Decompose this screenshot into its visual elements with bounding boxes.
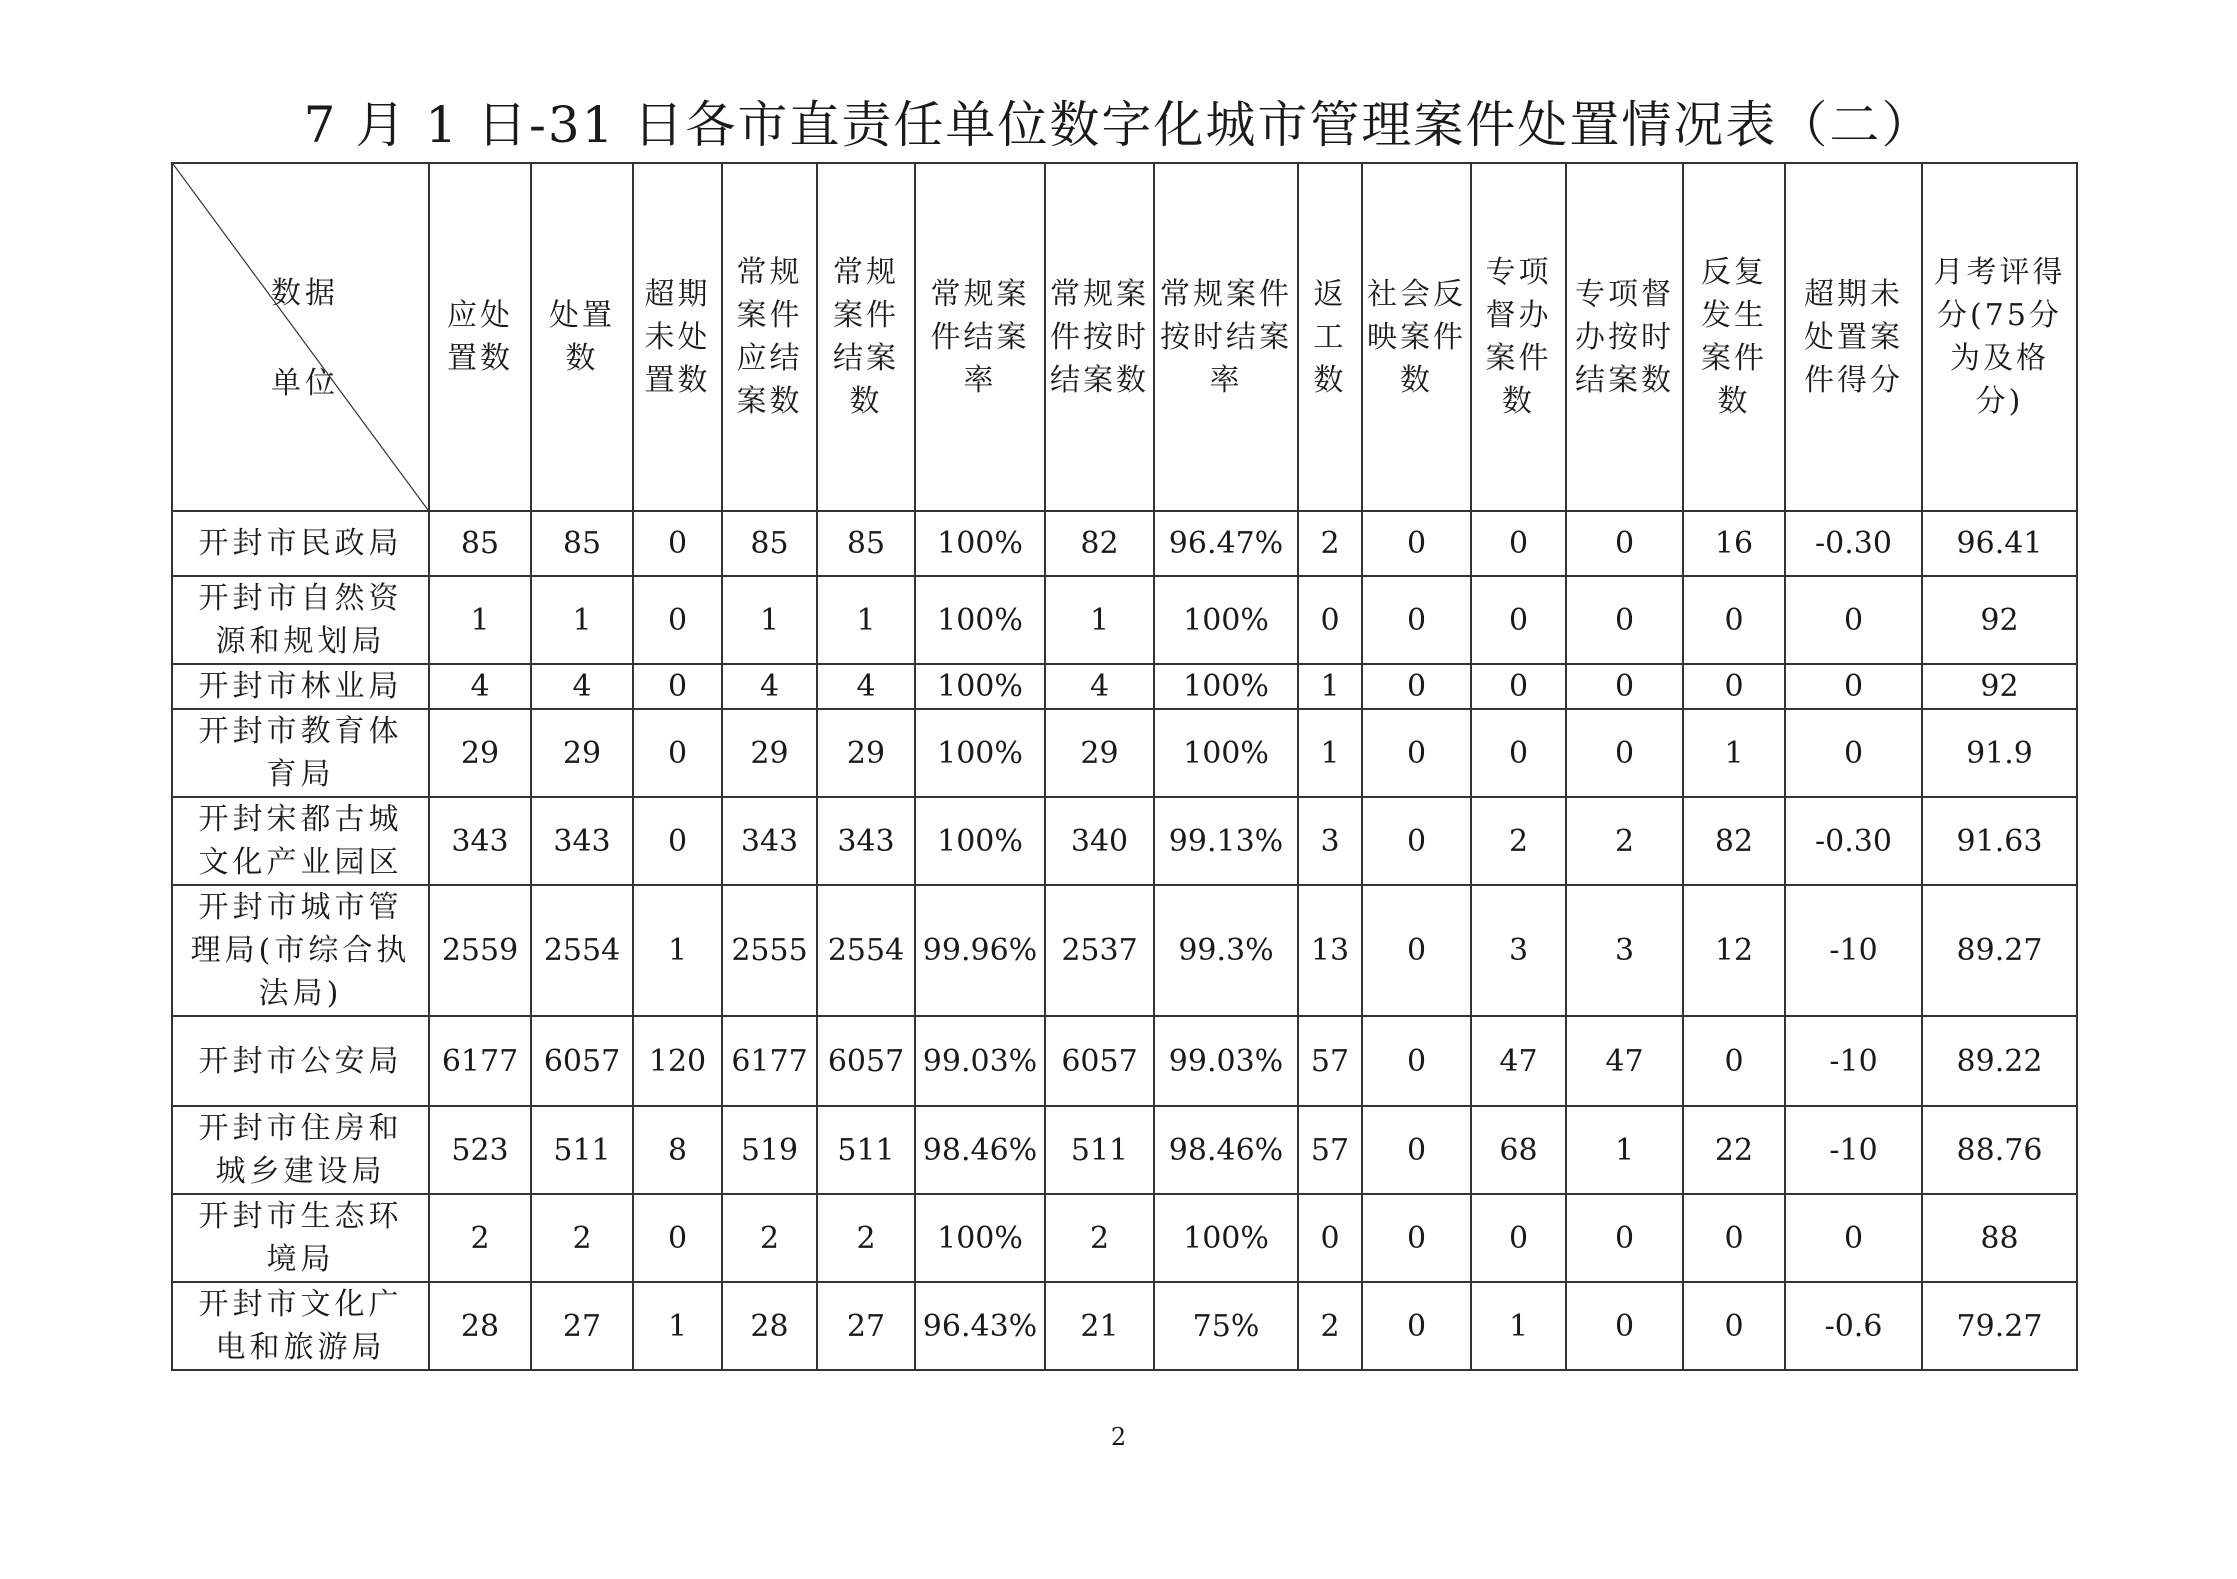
header-cell: 超期未处置数: [633, 163, 722, 511]
data-cell: 96.41: [1922, 511, 2077, 576]
data-cell: 29: [429, 709, 531, 797]
data-cell: 0: [633, 1194, 722, 1282]
data-cell: 91.9: [1922, 709, 2077, 797]
diagonal-line: [173, 164, 428, 510]
data-cell: 47: [1471, 1016, 1566, 1106]
data-cell: 100%: [915, 576, 1045, 664]
data-cell: 0: [1298, 576, 1362, 664]
header-cell: 应处置数: [429, 163, 531, 511]
data-cell: 2537: [1045, 885, 1154, 1016]
data-cell: 1: [1298, 664, 1362, 709]
data-cell: 0: [1683, 664, 1785, 709]
data-cell: 85: [817, 511, 915, 576]
data-cell: 85: [429, 511, 531, 576]
data-cell: 343: [722, 797, 817, 885]
data-cell: 340: [1045, 797, 1154, 885]
data-cell: 0: [1298, 1194, 1362, 1282]
data-cell: 0: [1683, 1016, 1785, 1106]
data-cell: 1: [1683, 709, 1785, 797]
data-cell: 1: [429, 576, 531, 664]
data-cell: 0: [1785, 1194, 1922, 1282]
data-cell: 4: [1045, 664, 1154, 709]
unit-cell: 开封市教育体育局: [172, 709, 429, 797]
data-cell: 99.03%: [915, 1016, 1045, 1106]
data-cell: 68: [1471, 1106, 1566, 1194]
header-cell: 常规案件结案率: [915, 163, 1045, 511]
data-cell: 1: [1298, 709, 1362, 797]
data-cell: 2555: [722, 885, 817, 1016]
data-cell: 0: [633, 576, 722, 664]
data-cell: 2559: [429, 885, 531, 1016]
corner-header-cell: [172, 163, 429, 511]
data-cell: 29: [817, 709, 915, 797]
data-cell: 99.3%: [1154, 885, 1298, 1016]
table-row: [172, 511, 2077, 576]
data-cell: 511: [817, 1106, 915, 1194]
header-cell: 常规案件应结案数: [722, 163, 817, 511]
data-cell: 28: [722, 1282, 817, 1370]
data-cell: 88: [1922, 1194, 2077, 1282]
data-cell: 16: [1683, 511, 1785, 576]
header-cell: 专项督办按时结案数: [1566, 163, 1683, 511]
data-cell: 0: [1362, 576, 1471, 664]
data-cell: 0: [1566, 576, 1683, 664]
data-cell: 0: [1566, 1194, 1683, 1282]
data-cell: 2: [1471, 797, 1566, 885]
header-cell: 返工数: [1298, 163, 1362, 511]
data-cell: 3: [1471, 885, 1566, 1016]
data-cell: 21: [1045, 1282, 1154, 1370]
data-cell: 519: [722, 1106, 817, 1194]
data-cell: -0.6: [1785, 1282, 1922, 1370]
data-cell: 523: [429, 1106, 531, 1194]
unit-cell: 开封市林业局: [172, 664, 429, 709]
data-cell: 100%: [915, 1194, 1045, 1282]
data-cell: 6057: [817, 1016, 915, 1106]
data-cell: 57: [1298, 1106, 1362, 1194]
data-cell: 100%: [1154, 1194, 1298, 1282]
data-cell: 0: [1471, 664, 1566, 709]
table-row: [172, 576, 2077, 664]
data-cell: 343: [817, 797, 915, 885]
unit-cell: 开封市住房和城乡建设局: [172, 1106, 429, 1194]
data-cell: 0: [1362, 1194, 1471, 1282]
data-cell: 6177: [429, 1016, 531, 1106]
table-row: [172, 709, 2077, 797]
data-cell: 100%: [1154, 576, 1298, 664]
data-cell: 1: [817, 576, 915, 664]
data-cell: 0: [1471, 1194, 1566, 1282]
data-cell: 100%: [915, 664, 1045, 709]
data-cell: 6057: [531, 1016, 633, 1106]
data-cell: 3: [1298, 797, 1362, 885]
header-cell: 常规案件按时结案率: [1154, 163, 1298, 511]
unit-cell: 开封市生态环境局: [172, 1194, 429, 1282]
data-cell: 0: [1683, 1282, 1785, 1370]
unit-cell: 开封市公安局: [172, 1016, 429, 1106]
data-cell: 1: [531, 576, 633, 664]
data-cell: 2: [1298, 1282, 1362, 1370]
data-cell: 92: [1922, 664, 2077, 709]
data-cell: 4: [429, 664, 531, 709]
data-cell: 99.13%: [1154, 797, 1298, 885]
data-cell: 12: [1683, 885, 1785, 1016]
corner-label-unit: 单位: [271, 366, 339, 401]
data-cell: 1: [1471, 1282, 1566, 1370]
data-cell: 343: [429, 797, 531, 885]
corner-label-data: 数据: [271, 276, 339, 311]
data-cell: 6177: [722, 1016, 817, 1106]
data-cell: 0: [1471, 709, 1566, 797]
data-cell: 0: [1362, 709, 1471, 797]
page-title: 7 月 1 日-31 日各市直责任单位数字化城市管理案件处置情况表（二）: [303, 96, 1934, 154]
table-row: [172, 1282, 2077, 1370]
data-cell: 3: [1566, 885, 1683, 1016]
data-cell: 0: [1362, 797, 1471, 885]
data-cell: 100%: [915, 511, 1045, 576]
data-cell: 1: [633, 885, 722, 1016]
header-cell: 专项督办案件数: [1471, 163, 1566, 511]
header-row: [172, 163, 2077, 511]
data-cell: 2: [722, 1194, 817, 1282]
data-cell: 47: [1566, 1016, 1683, 1106]
unit-cell: 开封市文化广电和旅游局: [172, 1282, 429, 1370]
page-number: 2: [1110, 1423, 1127, 1451]
data-cell: 28: [429, 1282, 531, 1370]
data-cell: 100%: [1154, 709, 1298, 797]
data-cell: 1: [722, 576, 817, 664]
data-cell: 0: [1566, 709, 1683, 797]
data-cell: 0: [633, 797, 722, 885]
data-cell: 4: [722, 664, 817, 709]
data-cell: 511: [531, 1106, 633, 1194]
unit-cell: 开封市城市管理局(市综合执法局): [172, 885, 429, 1016]
data-cell: 2: [429, 1194, 531, 1282]
data-cell: 0: [1566, 1282, 1683, 1370]
table-row: [172, 1194, 2077, 1282]
table-row: [172, 1106, 2077, 1194]
data-cell: 0: [1785, 709, 1922, 797]
data-cell: 79.27: [1922, 1282, 2077, 1370]
header-cell: 常规案件按时结案数: [1045, 163, 1154, 511]
data-cell: 27: [817, 1282, 915, 1370]
data-cell: 13: [1298, 885, 1362, 1016]
header-cell: 常规案件结案数: [817, 163, 915, 511]
table-row: [172, 664, 2077, 709]
data-cell: -0.30: [1785, 797, 1922, 885]
header-cell: 反复发生案件数: [1683, 163, 1785, 511]
data-cell: 343: [531, 797, 633, 885]
data-cell: 0: [633, 664, 722, 709]
data-cell: 27: [531, 1282, 633, 1370]
data-cell: 29: [1045, 709, 1154, 797]
data-cell: 75%: [1154, 1282, 1298, 1370]
unit-cell: 开封市民政局: [172, 511, 429, 576]
data-cell: 57: [1298, 1016, 1362, 1106]
data-cell: 100%: [915, 709, 1045, 797]
data-cell: 29: [722, 709, 817, 797]
data-cell: 2: [1298, 511, 1362, 576]
data-cell: 99.96%: [915, 885, 1045, 1016]
data-cell: 0: [1566, 511, 1683, 576]
data-cell: 96.47%: [1154, 511, 1298, 576]
data-cell: 0: [1362, 1282, 1471, 1370]
table-row: [172, 885, 2077, 1016]
data-cell: 2: [1566, 797, 1683, 885]
data-cell: 4: [531, 664, 633, 709]
data-cell: 98.46%: [915, 1106, 1045, 1194]
data-cell: 2: [1045, 1194, 1154, 1282]
data-cell: 0: [633, 511, 722, 576]
data-cell: 2: [817, 1194, 915, 1282]
data-cell: 89.22: [1922, 1016, 2077, 1106]
data-cell: -10: [1785, 1016, 1922, 1106]
data-cell: 82: [1045, 511, 1154, 576]
header-cell: 处置数: [531, 163, 633, 511]
data-cell: 0: [633, 709, 722, 797]
data-cell: 0: [1471, 511, 1566, 576]
header-cell: 月考评得分(75分为及格分): [1922, 163, 2077, 511]
data-cell: 511: [1045, 1106, 1154, 1194]
data-cell: 92: [1922, 576, 2077, 664]
data-cell: 1: [1045, 576, 1154, 664]
data-cell: 100%: [915, 797, 1045, 885]
data-cell: 6057: [1045, 1016, 1154, 1106]
data-cell: 2554: [531, 885, 633, 1016]
data-cell: -10: [1785, 1106, 1922, 1194]
data-cell: 8: [633, 1106, 722, 1194]
data-cell: 0: [1683, 576, 1785, 664]
data-cell: 4: [817, 664, 915, 709]
unit-cell: 开封宋都古城文化产业园区: [172, 797, 429, 885]
case-disposal-table: [171, 162, 2078, 1371]
header-cell: 社会反映案件数: [1362, 163, 1471, 511]
data-cell: 82: [1683, 797, 1785, 885]
data-cell: 89.27: [1922, 885, 2077, 1016]
table-row: [172, 1016, 2077, 1106]
data-cell: 96.43%: [915, 1282, 1045, 1370]
data-cell: 88.76: [1922, 1106, 2077, 1194]
data-cell: 99.03%: [1154, 1016, 1298, 1106]
data-cell: 0: [1471, 576, 1566, 664]
data-cell: 0: [1785, 576, 1922, 664]
data-cell: -0.30: [1785, 511, 1922, 576]
data-cell: 98.46%: [1154, 1106, 1298, 1194]
data-cell: 1: [633, 1282, 722, 1370]
data-cell: 91.63: [1922, 797, 2077, 885]
data-cell: 0: [1362, 1106, 1471, 1194]
data-cell: 85: [531, 511, 633, 576]
data-cell: 0: [1785, 664, 1922, 709]
data-cell: 85: [722, 511, 817, 576]
data-cell: 29: [531, 709, 633, 797]
data-cell: 2554: [817, 885, 915, 1016]
data-cell: 22: [1683, 1106, 1785, 1194]
header-cell: 超期未处置案件得分: [1785, 163, 1922, 511]
data-cell: 0: [1362, 1016, 1471, 1106]
data-cell: 0: [1566, 664, 1683, 709]
data-cell: 0: [1362, 664, 1471, 709]
data-cell: 0: [1683, 1194, 1785, 1282]
data-cell: 0: [1362, 885, 1471, 1016]
unit-cell: 开封市自然资源和规划局: [172, 576, 429, 664]
table-row: [172, 797, 2077, 885]
data-cell: 1: [1566, 1106, 1683, 1194]
data-cell: 100%: [1154, 664, 1298, 709]
data-cell: 120: [633, 1016, 722, 1106]
data-cell: 2: [531, 1194, 633, 1282]
data-cell: 0: [1362, 511, 1471, 576]
data-cell: -10: [1785, 885, 1922, 1016]
